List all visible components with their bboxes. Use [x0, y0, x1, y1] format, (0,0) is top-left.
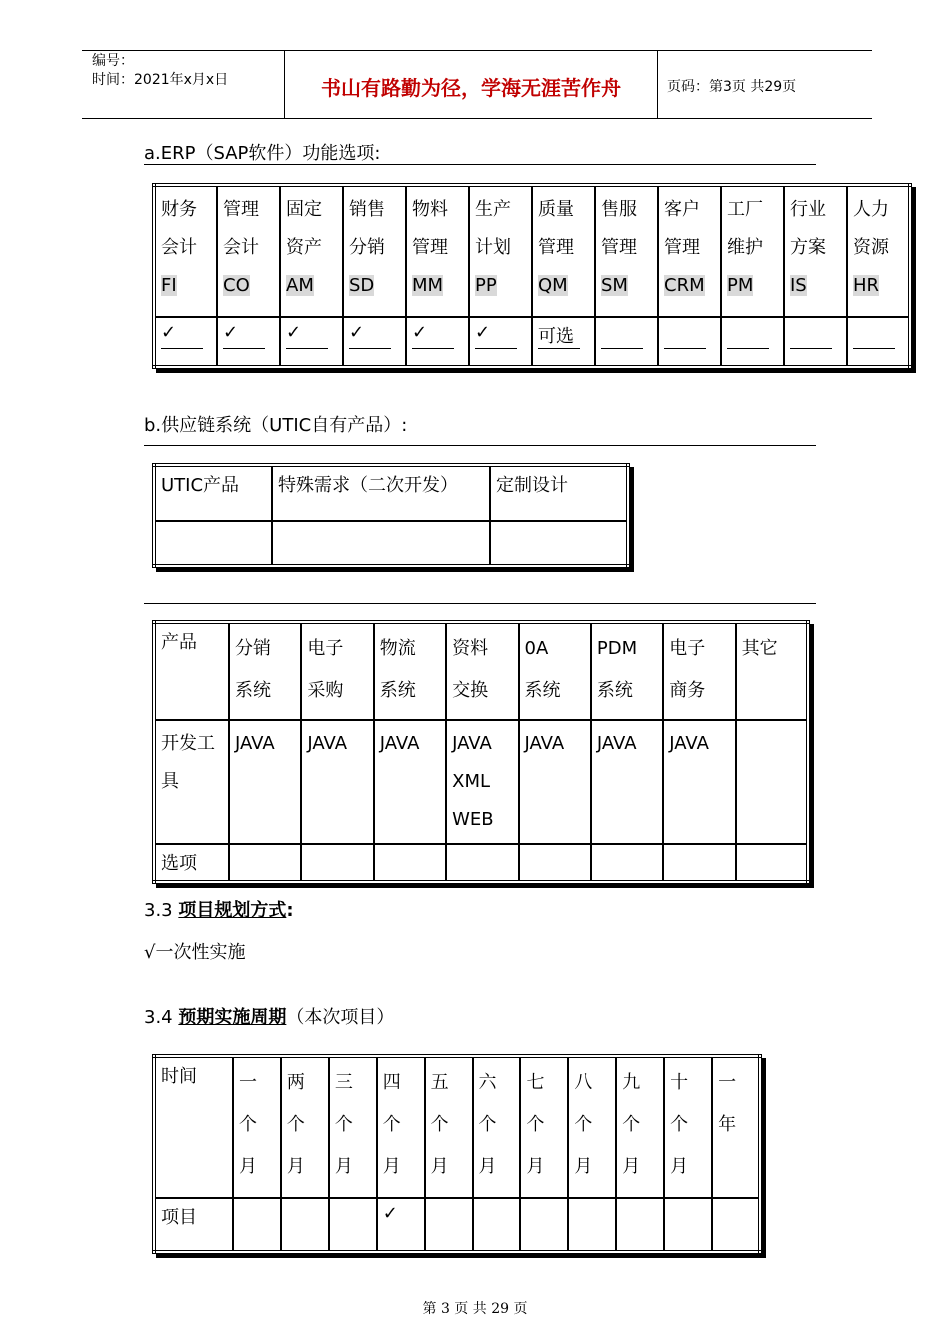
period-month-cell	[568, 1056, 616, 1198]
erp-module-line2: 计划	[475, 237, 511, 258]
products-col-line2: 系统	[524, 680, 561, 701]
period-project-cell	[425, 1198, 473, 1252]
erp-mark	[790, 322, 832, 349]
erp-mark: ✓	[412, 322, 454, 349]
erp-module-code: FI	[161, 275, 177, 296]
erp-module-line1: 人力	[853, 199, 889, 220]
period-project-cell	[616, 1198, 664, 1252]
erp-module-cell	[343, 185, 406, 317]
products-tool-value: JAVA	[452, 733, 492, 754]
plan-colon: :	[286, 900, 294, 921]
products-col-cell	[446, 622, 518, 720]
header-motto: 书山有路勤为径，学海无涯苦作舟	[321, 76, 621, 100]
period-month-char: 个	[286, 1114, 305, 1135]
period-month-char: 年	[718, 1114, 737, 1135]
header-meta	[92, 52, 228, 90]
period-month-char: 月	[670, 1156, 689, 1177]
products-rule	[144, 603, 816, 604]
plan-number: 3.3	[144, 900, 179, 921]
erp-title-rule	[144, 164, 816, 165]
erp-module-line1: 行业	[790, 199, 826, 220]
products-tool-cell	[301, 720, 373, 844]
erp-module-cell	[532, 185, 595, 317]
products-tool-value: JAVA	[307, 733, 348, 754]
products-option-cell	[446, 844, 518, 882]
period-month-cell	[281, 1056, 329, 1198]
supply-cell	[272, 521, 490, 566]
period-month-char: 一	[239, 1072, 257, 1093]
products-col-line2: 系统	[596, 680, 633, 701]
period-project-label	[154, 1198, 233, 1252]
products-col-cell	[301, 622, 373, 720]
header-page-label: 页码：第3页 共29页	[667, 79, 797, 95]
period-month-char: 个	[526, 1114, 545, 1135]
products-option-cell	[374, 844, 446, 882]
supply-title: b.供应链系统（UTIC自有产品）:	[144, 415, 408, 436]
supply-value-row	[154, 521, 628, 566]
period-month-char: 月	[574, 1156, 593, 1177]
products-tool-value: JAVA	[235, 733, 275, 754]
products-tool-row	[154, 720, 808, 844]
erp-module-cell	[847, 185, 910, 317]
period-month-char: 九	[622, 1072, 641, 1093]
period-month-cell	[664, 1056, 712, 1198]
erp-mark	[601, 322, 643, 349]
erp-module-cell	[595, 185, 658, 317]
erp-mark	[664, 322, 706, 349]
header-divider	[657, 50, 658, 118]
products-col-cell	[519, 622, 591, 720]
products-col-line1: 分销	[235, 638, 271, 659]
erp-module-line2: 资产	[286, 237, 322, 258]
period-project-label-text: 项目	[161, 1207, 197, 1228]
period-time-label-text: 时间	[161, 1066, 197, 1087]
products-option-label-text: 选项	[161, 853, 197, 874]
period-month-char: 个	[382, 1114, 401, 1135]
period-month-char: 一	[718, 1072, 737, 1093]
products-option-cell	[591, 844, 663, 882]
erp-module-line2: 会计	[161, 237, 197, 258]
products-col-line1: PDM	[596, 638, 638, 659]
period-number: 3.4	[144, 1007, 179, 1028]
products-col-line2: 系统	[235, 680, 271, 701]
erp-module-line1: 客户	[664, 199, 700, 220]
erp-mark	[727, 322, 769, 349]
products-tool-value: JAVA	[524, 733, 565, 754]
period-month-char: 个	[478, 1114, 497, 1135]
products-option-cell	[736, 844, 808, 882]
products-tool-cell	[446, 720, 518, 844]
period-month-char: 五	[430, 1072, 449, 1093]
period-month-char: 月	[526, 1156, 545, 1177]
period-project-cell	[329, 1198, 377, 1252]
products-tool-label-line2: 具	[161, 771, 179, 792]
page-footer: 第 3 页 共 29 页	[422, 1301, 528, 1317]
erp-module-line1: 物料	[412, 199, 448, 220]
products-tool-value: WEB	[452, 809, 494, 830]
products-option-row	[154, 844, 808, 882]
plan-heading	[144, 900, 294, 922]
period-month-char: 七	[526, 1072, 545, 1093]
products-col-cell	[591, 622, 663, 720]
products-col-line2: 商务	[669, 680, 706, 701]
erp-module-line2: 管理	[664, 237, 700, 258]
period-month-char: 个	[334, 1114, 353, 1135]
erp-module-line2: 维护	[727, 237, 763, 258]
supply-title-rule	[144, 445, 816, 446]
erp-mark: ✓	[223, 322, 265, 349]
doc-number-label: 编号：	[92, 53, 134, 69]
erp-title: a.ERP（SAP软件）功能选项:	[144, 143, 381, 164]
period-month-cell	[473, 1056, 521, 1198]
products-col-line1: 资料	[452, 638, 489, 659]
products-label-text: 产品	[161, 632, 197, 653]
period-month-char: 月	[239, 1156, 257, 1177]
products-tool-cell	[519, 720, 591, 844]
erp-mark: ✓	[161, 322, 203, 349]
products-col-cell	[229, 622, 301, 720]
period-note: （本次项目）	[286, 1007, 395, 1028]
period-month-char: 个	[574, 1114, 593, 1135]
products-col-line1: 物流	[379, 638, 416, 659]
period-month-char: 六	[478, 1072, 497, 1093]
supply-cell	[490, 521, 628, 566]
erp-module-cell	[280, 185, 343, 317]
erp-module-code: CRM	[664, 275, 705, 296]
header-divider	[284, 50, 285, 118]
erp-module-line2: 会计	[223, 237, 259, 258]
supply-header-special: 特殊需求（二次开发）	[272, 465, 490, 521]
erp-mark-cell	[784, 317, 847, 367]
period-month-char: 个	[622, 1114, 641, 1135]
products-option-cell	[519, 844, 591, 882]
period-month-char: 两	[286, 1072, 305, 1093]
period-project-cell	[377, 1198, 425, 1252]
erp-module-line1: 管理	[223, 199, 259, 220]
period-month-cell	[425, 1056, 473, 1198]
period-project-cell	[568, 1198, 616, 1252]
header-bottom-rule	[82, 118, 872, 119]
erp-mark-cell	[154, 317, 217, 367]
period-project-cell	[233, 1198, 281, 1252]
products-row	[154, 622, 808, 720]
erp-module-code: QM	[538, 275, 568, 296]
products-col-cell	[663, 622, 735, 720]
period-month-char: 月	[622, 1156, 641, 1177]
erp-mark: ✓	[349, 322, 391, 349]
period-month-char: 八	[574, 1072, 593, 1093]
erp-module-line2: 分销	[349, 237, 385, 258]
erp-module-line2: 方案	[790, 237, 826, 258]
erp-module-cell	[784, 185, 847, 317]
erp-module-cell	[721, 185, 784, 317]
erp-table	[152, 183, 912, 369]
erp-mark-cell	[217, 317, 280, 367]
erp-module-code: HR	[853, 275, 880, 296]
supply-cell	[154, 521, 272, 566]
period-table	[152, 1054, 762, 1254]
erp-module-line2: 资源	[853, 237, 889, 258]
period-project-cell	[520, 1198, 568, 1252]
erp-mark-cell	[406, 317, 469, 367]
erp-module-line1: 质量	[538, 199, 574, 220]
period-month-cell	[233, 1056, 281, 1198]
erp-module-line2: 管理	[538, 237, 574, 258]
supply-table	[152, 463, 630, 568]
erp-mark: ✓	[286, 322, 328, 349]
erp-module-code: SM	[601, 275, 628, 296]
products-col-line2: 交换	[452, 680, 489, 701]
products-col-line1: 其它	[741, 638, 778, 659]
period-month-char: 月	[430, 1156, 449, 1177]
erp-module-code: SD	[349, 275, 375, 296]
erp-module-code: AM	[286, 275, 314, 296]
plan-title: 项目规划方式	[178, 900, 287, 921]
products-col-line2: 系统	[379, 680, 416, 701]
header-top-rule	[82, 50, 872, 51]
erp-mark-cell	[343, 317, 406, 367]
erp-mark-cell	[847, 317, 910, 367]
period-mark: ✓	[382, 1203, 398, 1224]
products-tool-value: JAVA	[669, 733, 709, 754]
products-tool-label-line1: 开发工	[161, 733, 215, 754]
erp-mark: 可选	[538, 322, 580, 349]
period-month-char: 个	[430, 1114, 449, 1135]
erp-module-row	[154, 185, 910, 317]
period-project-cell	[712, 1198, 760, 1252]
doc-time-label: 时间：2021年x月x日	[92, 72, 229, 88]
period-month-cell	[520, 1056, 568, 1198]
period-month-cell	[377, 1056, 425, 1198]
products-row-label	[154, 622, 229, 720]
period-month-char: 月	[334, 1156, 353, 1177]
products-tool-label	[154, 720, 229, 844]
plan-option: √一次性实施	[144, 942, 246, 963]
period-month-cell	[329, 1056, 377, 1198]
erp-module-line1: 工厂	[727, 199, 763, 220]
erp-module-code: IS	[790, 275, 807, 296]
period-month-char: 十	[670, 1072, 689, 1093]
products-option-cell	[229, 844, 301, 882]
products-tool-cell	[229, 720, 301, 844]
erp-mark-cell	[658, 317, 721, 367]
products-col-line1: 0A	[524, 638, 549, 659]
period-month-char: 个	[239, 1114, 257, 1135]
erp-mark-cell	[595, 317, 658, 367]
erp-module-line1: 销售	[349, 199, 385, 220]
products-col-cell	[374, 622, 446, 720]
erp-mark-cell	[469, 317, 532, 367]
products-tool-cell	[663, 720, 735, 844]
products-option-cell	[663, 844, 735, 882]
products-tool-value: XML	[452, 771, 491, 792]
period-heading	[144, 1007, 394, 1029]
products-tool-cell	[736, 720, 808, 844]
products-col-cell	[736, 622, 808, 720]
period-project-cell	[281, 1198, 329, 1252]
period-month-row	[154, 1056, 760, 1198]
period-month-char: 三	[334, 1072, 353, 1093]
erp-module-line2: 管理	[412, 237, 448, 258]
products-col-line1: 电子	[307, 638, 344, 659]
period-month-char: 月	[286, 1156, 305, 1177]
products-tool-value: JAVA	[379, 733, 420, 754]
period-month-char: 个	[670, 1114, 689, 1135]
erp-mark-row	[154, 317, 910, 367]
erp-module-line2: 管理	[601, 237, 637, 258]
erp-module-cell	[154, 185, 217, 317]
period-project-cell	[664, 1198, 712, 1252]
erp-mark-cell	[721, 317, 784, 367]
erp-mark-cell	[532, 317, 595, 367]
erp-module-code: CO	[223, 275, 250, 296]
erp-mark: ✓	[475, 322, 517, 349]
period-month-cell	[712, 1056, 760, 1198]
erp-module-line1: 生产	[475, 199, 511, 220]
period-month-char: 月	[478, 1156, 497, 1177]
period-month-char: 四	[382, 1072, 401, 1093]
supply-header-row	[154, 465, 628, 521]
supply-header-custom: 定制设计	[490, 465, 628, 521]
products-table	[152, 620, 810, 884]
products-col-line1: 电子	[669, 638, 706, 659]
period-time-label	[154, 1056, 233, 1198]
erp-module-cell	[217, 185, 280, 317]
erp-mark	[853, 322, 895, 349]
erp-module-cell	[469, 185, 532, 317]
erp-mark-cell	[280, 317, 343, 367]
products-col-line2: 采购	[307, 680, 344, 701]
erp-module-code: PM	[727, 275, 754, 296]
erp-module-cell	[658, 185, 721, 317]
period-project-cell	[473, 1198, 521, 1252]
supply-header-utic: UTIC产品	[154, 465, 272, 521]
erp-module-code: PP	[475, 275, 497, 296]
erp-module-cell	[406, 185, 469, 317]
erp-module-line1: 财务	[161, 199, 197, 220]
products-tool-cell	[374, 720, 446, 844]
period-month-cell	[616, 1056, 664, 1198]
erp-module-line1: 固定	[286, 199, 322, 220]
products-tool-value: JAVA	[596, 733, 637, 754]
products-option-cell	[301, 844, 373, 882]
erp-module-line1: 售服	[601, 199, 637, 220]
erp-module-code: MM	[412, 275, 444, 296]
products-option-label	[154, 844, 229, 882]
period-project-row	[154, 1198, 760, 1252]
products-tool-cell	[591, 720, 663, 844]
period-month-char: 月	[382, 1156, 401, 1177]
period-title: 预期实施周期	[178, 1007, 287, 1028]
